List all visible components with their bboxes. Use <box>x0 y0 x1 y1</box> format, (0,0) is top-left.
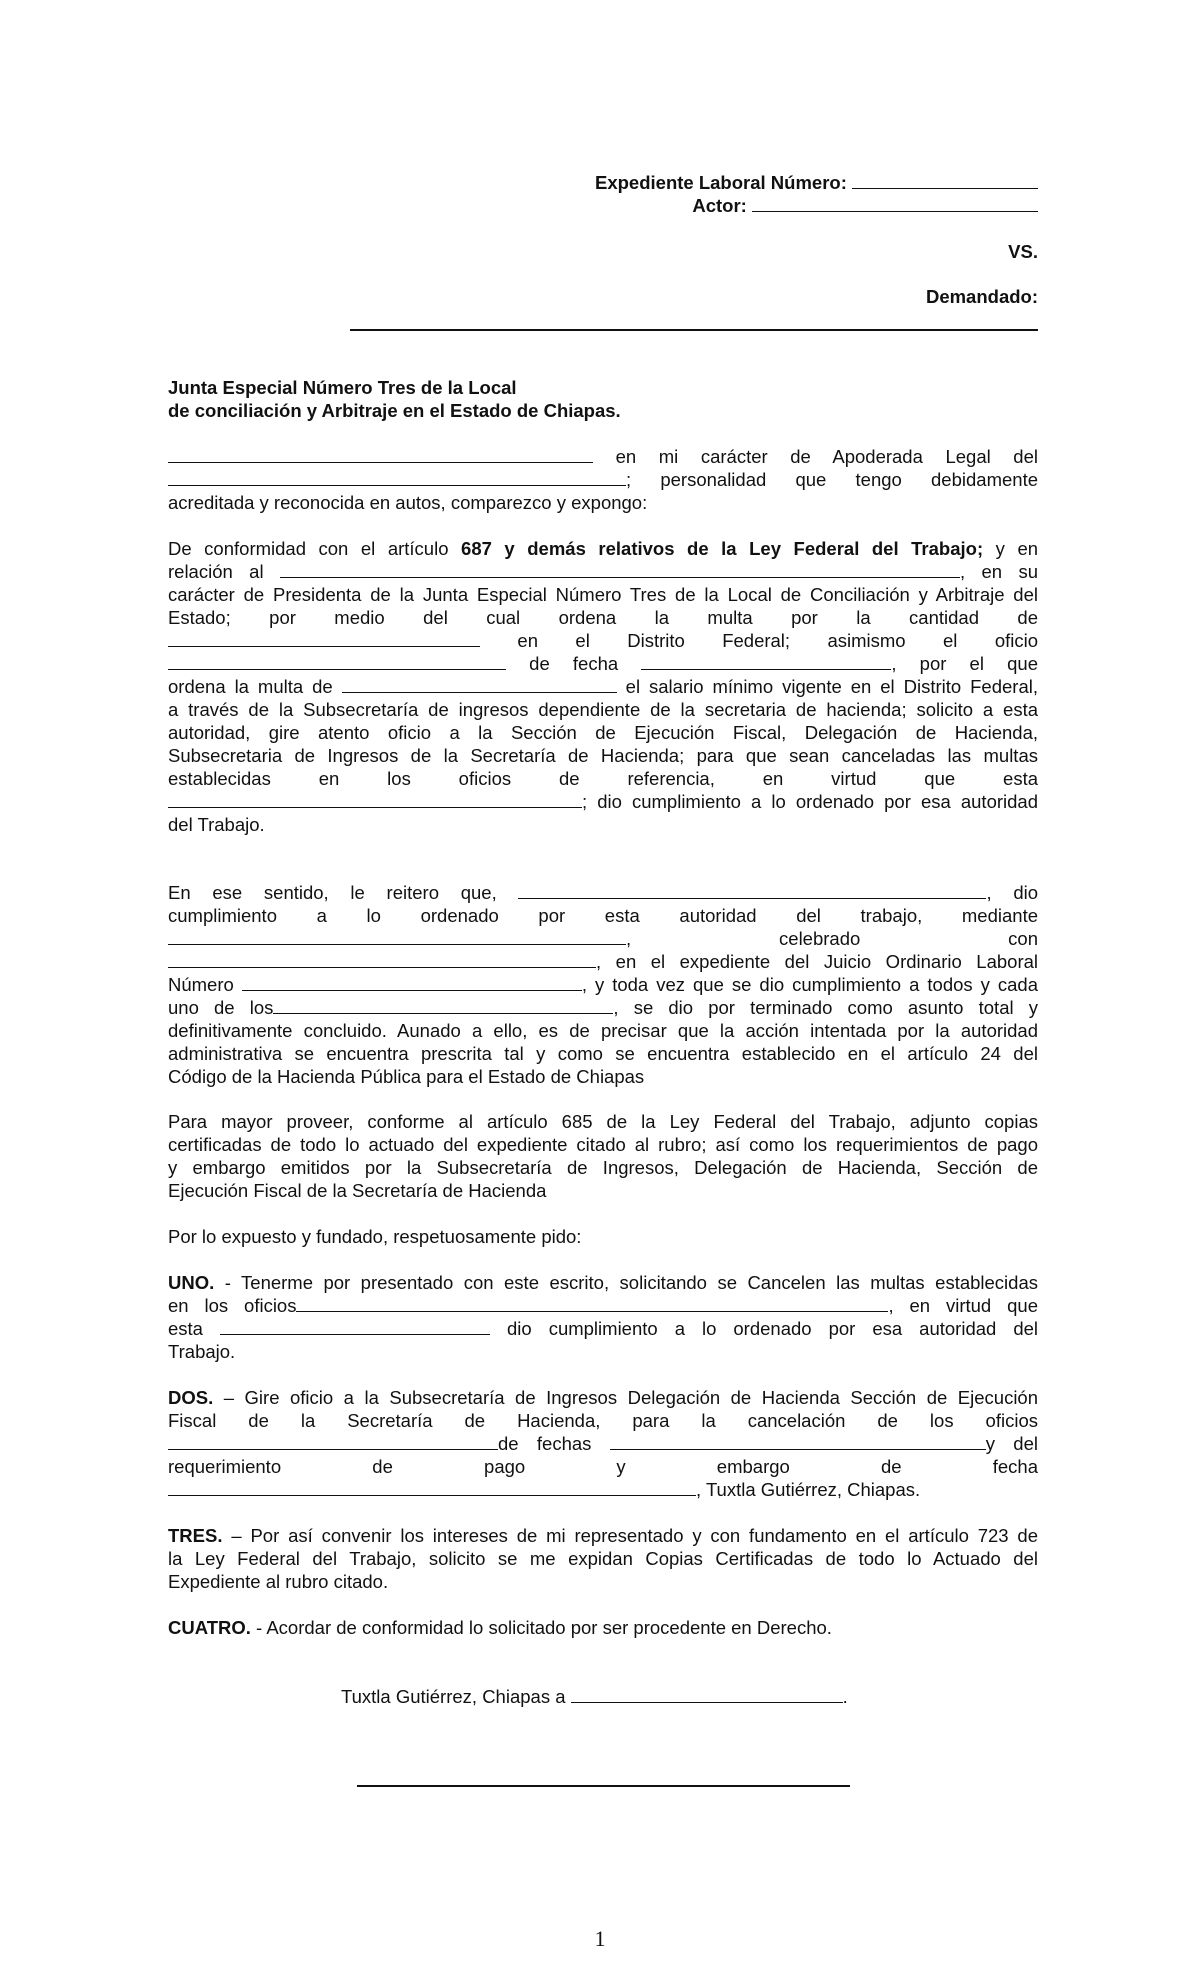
p3-line-3: y embargo emitidos por la Subsecretaría de Ingresos, Delegación de Hacienda, Sección de <box>168 1157 1038 1178</box>
p1-line-4: Estado; por medio del cual ordena la multa por la cantidad de <box>168 607 1038 628</box>
p2-line-7: definitivamente concluido. Aunado a ello, es de precisar que la acción intentada por la autoridad <box>168 1020 1038 1041</box>
page-number: 1 <box>594 1926 606 1951</box>
cuatro-label: CUATRO. <box>168 1617 251 1638</box>
expediente-line <box>168 171 1038 194</box>
addressee-line-1: Junta Especial Número Tres de la Local <box>168 377 517 398</box>
dos-line-5: , Tuxtla Gutiérrez, Chiapas. <box>168 1478 1038 1501</box>
uno-line-2: en los oficios , en virtud que <box>168 1295 1038 1316</box>
signature-line <box>357 1785 850 1787</box>
p2-line-6: uno de los , se dio por terminado como asunto total y <box>168 997 1038 1018</box>
actor-label: Actor: <box>692 195 747 216</box>
date-blank <box>571 1685 843 1703</box>
p2-line-4: , en el expediente del Juicio Ordinario Laboral <box>168 950 1038 973</box>
p2-line-5: Número , y toda vez que se dio cumplimiento a todos y cada <box>168 974 1038 995</box>
p2-line-1: En ese sentido, le reitero que, , dio <box>168 882 1038 903</box>
vs-line <box>168 240 1038 263</box>
p1-line-5: en el Distrito Federal; asimismo el oficio <box>168 629 1038 652</box>
p4-line-1: Por lo expuesto y fundado, respetuosamente pido: <box>168 1226 582 1247</box>
expediente-label: Expediente Laboral Número: <box>595 172 847 193</box>
actor-blank <box>752 194 1038 212</box>
p1-line-2: relación al , en su <box>168 561 1038 582</box>
cuatro-line-1: CUATRO. - Acordar de conformidad lo solicitado por ser procedente en Derecho. <box>168 1617 832 1638</box>
p3-line-4: Ejecución Fiscal de la Secretaría de Hacienda <box>168 1180 547 1201</box>
tres-line-2: la Ley Federal del Trabajo, solicito se me expidan Copias Certificadas de todo lo Actuado del <box>168 1548 1038 1569</box>
name-blank <box>168 445 593 463</box>
intro-line-1: en mi carácter de Apoderada Legal del <box>168 445 1038 468</box>
addressee-line-2: de conciliación y Arbitraje en el Estado de Chiapas. <box>168 400 621 421</box>
p2-line-3: , celebrado con <box>168 927 1038 950</box>
demandado-blank <box>350 329 1038 331</box>
uno-line-4: Trabajo. <box>168 1341 236 1362</box>
demandado-label: Demandado: <box>925 286 1038 307</box>
intro-line-3: acreditada y reconocida en autos, comparezco y expongo: <box>168 492 648 513</box>
p1-line-12: ; dio cumplimiento a lo ordenado por esa autoridad <box>168 790 1038 813</box>
tres-line-1: TRES. – Por así convenir los intereses de mi representado y con fundamento en el artículo 723 de <box>168 1525 1038 1546</box>
dos-label: DOS. <box>168 1387 214 1408</box>
client-blank <box>168 468 626 486</box>
p1-line-7: ordena la multa de el salario mínimo vigente en el Distrito Federal, <box>168 676 1038 697</box>
p2-line-2: cumplimiento a lo ordenado por esta autoridad del trabajo, mediante <box>168 905 1038 926</box>
vs-label: VS. <box>1008 241 1038 262</box>
p1-line-9: autoridad, gire atento oficio a la Sección de Ejecución Fiscal, Delegación de Hacienda, <box>168 722 1038 743</box>
actor-line <box>168 194 1038 217</box>
intro-line-2: ; personalidad que tengo debidamente <box>168 468 1038 491</box>
p2-line-9: Código de la Hacienda Pública para el Estado de Chiapas <box>168 1066 645 1087</box>
p1-line-11: establecidas en los oficios de referencia, en virtud que esta <box>168 768 1038 789</box>
uno-label: UNO. <box>168 1272 215 1293</box>
tres-label: TRES. <box>168 1525 223 1546</box>
uno-line-1: UNO. - Tenerme por presentado con este escrito, solicitando se Cancelen las multas establecidas <box>168 1272 1038 1293</box>
dos-line-2: Fiscal de la Secretaría de Hacienda, para la cancelación de los oficios <box>168 1410 1038 1431</box>
dos-line-4: requerimiento de pago y embargo de fecha <box>168 1456 1038 1477</box>
uno-line-3: esta dio cumplimiento a lo ordenado por esa autoridad del <box>168 1318 1038 1339</box>
p1-line-3: carácter de Presidenta de la Junta Especial Número Tres de la Local de Conciliación y Arbitraje del <box>168 584 1038 605</box>
demandado-line <box>168 285 1038 308</box>
p1-line-10: Subsecretaria de Ingresos de la Secretaría de Hacienda; para que sean canceladas las multas <box>168 745 1038 766</box>
p1-line-1: De conformidad con el artículo 687 y demás relativos de la Ley Federal del Trabajo; y en <box>168 538 1038 559</box>
tres-line-3: Expediente al rubro citado. <box>168 1571 389 1592</box>
p3-line-2: certificadas de todo lo actuado del expediente citado al rubro; así como los requerimientos de pago <box>168 1134 1038 1155</box>
p1-line-13: del Trabajo. <box>168 814 265 835</box>
closing-line: Tuxtla Gutiérrez, Chiapas a . <box>341 1686 848 1707</box>
p1-line-8: a través de la Subsecretaría de ingresos dependiente de la secretaria de hacienda; solicito a esta <box>168 699 1038 720</box>
dos-line-1: DOS. – Gire oficio a la Subsecretaría de Ingresos Delegación de Hacienda Sección de Ejecución <box>168 1387 1038 1408</box>
p3-line-1: Para mayor proveer, conforme al artículo 685 de la Ley Federal del Trabajo, adjunto copias <box>168 1111 1038 1132</box>
dos-line-3: de fechas y del <box>168 1432 1038 1455</box>
expediente-blank <box>852 171 1038 189</box>
p1-line-6: de fecha , por el que <box>168 652 1038 675</box>
p2-line-8: administrativa se encuentra prescrita tal y como se encuentra establecido en el artículo 24 del <box>168 1043 1038 1064</box>
